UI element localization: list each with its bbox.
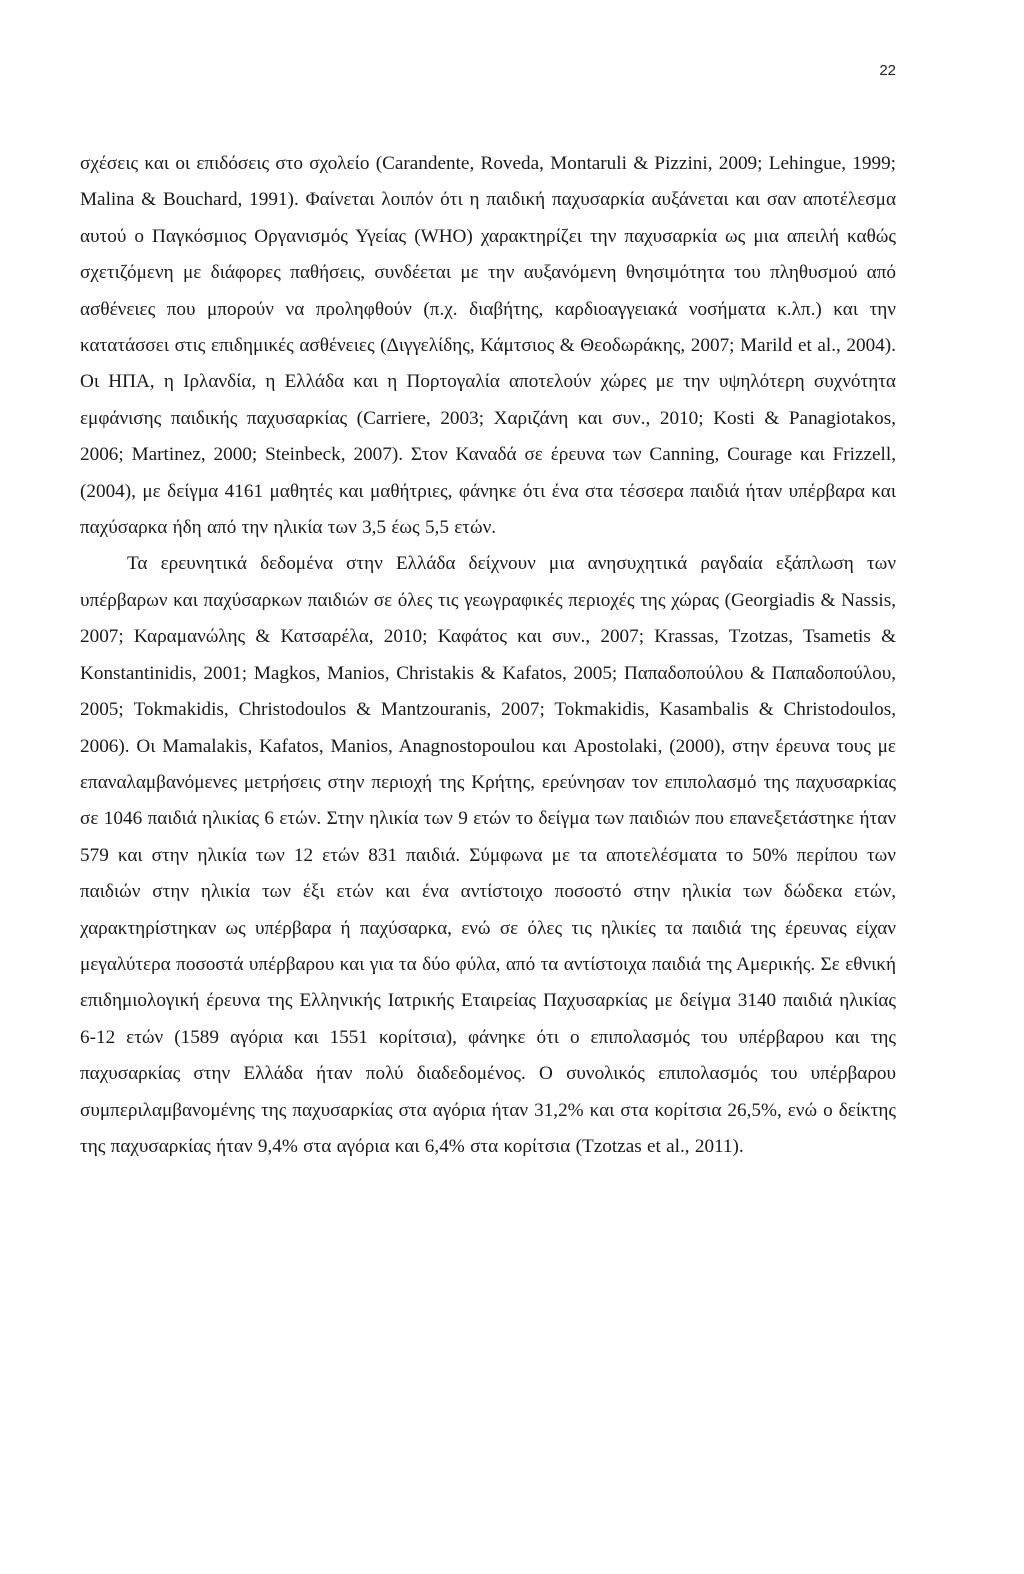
document-body — [80, 146, 896, 1165]
paragraph-greece-research-data: Τα ερευνητικά δεδομένα στην Ελλάδα δείχνουν μια ανησυχητικά ραγδαία εξάπλωση των υπέρβαρων και παχύσαρκων παιδιών σε όλες τις γεωγραφικές περιοχές της χώρας (Georgiadis & Nassis, 2007; Καραμανώλης & Κατσαρέλα, 2010; Καφάτος και συν., 2007; Krassas, Tzotzas, Tsametis & Konstantinidis, 2001; Magkos, Manios, Christakis & Kafatos, 2005; Παπαδοπούλου & Παπαδοπούλου, 2005; Tokmakidis, Christodoulos & Mantzouranis, 2007; Tokmakidis, Kasambalis & Christodoulos, 2006). Οι Mamalakis, Kafatos, Manios, Anagnostopoulou και Apostolaki, (2000), στην έρευνα τους με επαναλαμβανόμενες μετρήσεις στην περιοχή της Κρήτης, ερεύνησαν τον επιπολασμό της παχυσαρκίας σε 1046 παιδιά ηλικίας 6 ετών. Στην ηλικία των 9 ετών το δείγμα των παιδιών που επανεξετάστηκε ήταν 579 και στην ηλικία των 12 ετών 831 παιδιά. Σύμφωνα με τα αποτελέσματα το 50% περίπου των παιδιών στην ηλικία των έξι ετών και ένα αντίστοιχο ποσοστό στην ηλικία των δώδεκα ετών, χαρακτηρίστηκαν ως υπέρβαρα ή παχύσαρκα, ενώ σε όλες τις ηλικίες τα παιδιά της έρευνας είχαν μεγαλύτερα ποσοστά υπέρβαρου και για τα δύο φύλα, από τα αντίστοιχα παιδιά της Αμερικής. Σε εθνική επιδημιολογική έρευνα της Ελληνικής Ιατρικής Εταιρείας Παχυσαρκίας με δείγμα 3140 παιδιά ηλικίας 6-12 ετών (1589 αγόρια και 1551 κορίτσια), φάνηκε ότι ο επιπολασμός του υπέρβαρου και της παχυσαρκίας στην Ελλάδα ήταν πολύ διαδεδομένος. Ο συνολικός επιπολασμός του υπέρβαρου συμπεριλαμβανομένης της παχυσαρκίας στα αγόρια ήταν 31,2% και στα κορίτσια 26,5%, ενώ ο δείκτης της παχυσαρκίας ήταν 9,4% στα αγόρια και 6,4% στα κορίτσια (Tzotzas et al., 2011). — [80, 553, 896, 1157]
page-number: 22 — [879, 62, 896, 79]
paragraph-childhood-obesity-overview: σχέσεις και οι επιδόσεις στο σχολείο (Carandente, Roveda, Montaruli & Pizzini, 2009; Lehingue, 1999; Malina & Bouchard, 1991). Φαίνεται λοιπόν ότι η παιδική παχυσαρκία αυξάνεται και σαν αποτέλεσμα αυτού ο Παγκόσμιος Οργανισμός Υγείας (WHO) χαρακτηρίζει την παχυσαρκία ως μια απειλή καθώς σχετιζόμενη με διάφορες παθήσεις, συνδέεται με την αυξανόμενη θνησιμότητα του πληθυσμού από ασθένειες που μπορούν να προληφθούν (π.χ. διαβήτης, καρδιοαγγειακά νοσήματα κ.λπ.) και την κατατάσσει στις επιδημικές ασθένειες (Διγγελίδης, Κάμτσιος & Θεοδωράκης, 2007; Marild et al., 2004). Οι ΗΠΑ, η Ιρλανδία, η Ελλάδα και η Πορτογαλία αποτελούν χώρες με την υψηλότερη συχνότητα εμφάνισης παιδικής παχυσαρκίας (Carriere, 2003; Χαριζάνη και συν., 2010; Kosti & Panagiotakos, 2006; Martinez, 2000; Steinbeck, 2007). Στον Καναδά σε έρευνα των Canning, Courage και Frizzell, (2004), με δείγμα 4161 μαθητές και μαθήτριες, φάνηκε ότι ένα στα τέσσερα παιδιά ήταν υπέρβαρα και παχύσαρκα ήδη από την ηλικία των 3,5 έως 5,5 ετών. — [80, 153, 896, 539]
